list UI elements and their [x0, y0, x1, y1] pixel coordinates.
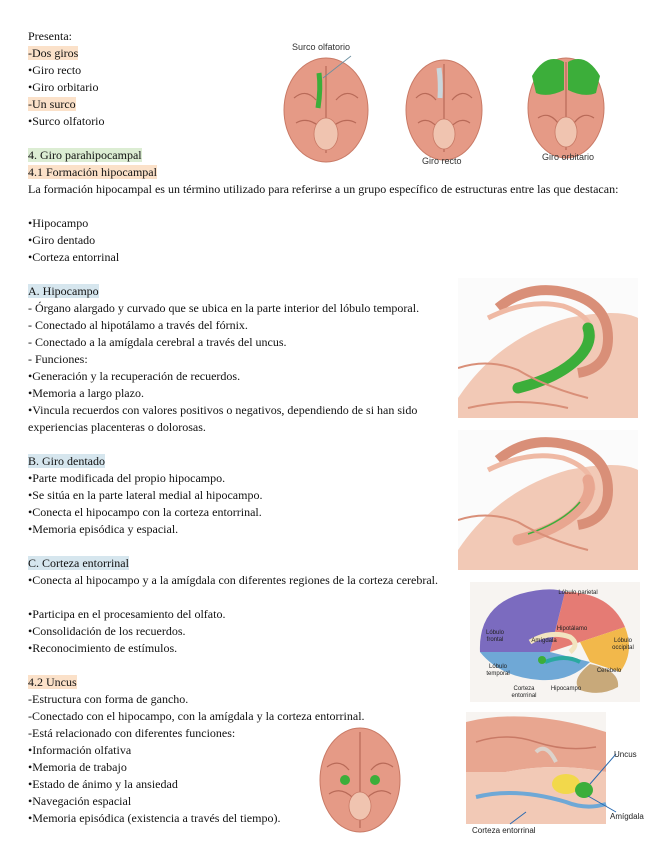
dos-giros-heading: -Dos giros [28, 46, 79, 60]
uncus-brain-figure [315, 722, 405, 838]
uncus-line: •Memoria de trabajo [28, 760, 127, 774]
brain-view-recto [406, 60, 482, 160]
hipocampo-line: - Funciones: [28, 352, 88, 366]
hipocampo-line: experiencias placenteras o dolorosas. [28, 420, 206, 434]
label-cerebelo: Cerebelo [596, 668, 622, 674]
uncus-line: •Navegación espacial [28, 794, 132, 808]
item-corteza: •Corteza entorrinal [28, 250, 120, 264]
hipocampo-line: - Órgano alargado y curvado que se ubica en la parte interior del lóbulo temporal. [28, 301, 420, 315]
uncus-line: -Conectado con el hipocampo, con la amígdala y la corteza entorrinal. [28, 709, 365, 723]
caption-giro-recto: Giro recto [422, 156, 462, 166]
corteza-line: •Participa en el procesamiento del olfato. [28, 607, 226, 621]
label-lobulo-temporal: Lóbulo temporal [486, 664, 510, 677]
section4-title: 4. Giro parahipocampal [28, 148, 142, 162]
hipocampo-title: A. Hipocampo [28, 284, 99, 298]
hipocampo-line: - Conectado a la amígdala cerebral a través del uncus. [28, 335, 287, 349]
corteza-line: •Reconocimiento de estímulos. [28, 641, 178, 655]
presenta-label: Presenta: [28, 29, 72, 43]
hipocampo-line: - Conectado al hipotálamo a través del fórnix. [28, 318, 248, 332]
hipocampo-figure [458, 278, 638, 418]
hipocampo-line: •Memoria a largo plazo. [28, 386, 144, 400]
hipocampo-line: •Generación y la recuperación de recuerdos. [28, 369, 241, 383]
corteza-entorrinal-figure [470, 582, 640, 702]
label-lobulo-parietal: Lóbulo parietal [558, 590, 598, 596]
brain-inferior-figure [276, 38, 616, 168]
uncus-line: -Está relacionado con diferentes funciones: [28, 726, 236, 740]
giro-recto-item: •Giro recto [28, 63, 82, 77]
corteza-title: C. Corteza entorrinal [28, 556, 129, 570]
giro-dentado-line: •Conecta el hipocampo con la corteza entorrinal. [28, 505, 262, 519]
brain-view-orbitario [528, 58, 604, 158]
uncus-line: -Estructura con forma de gancho. [28, 692, 189, 706]
brain-view-surco [284, 56, 368, 162]
label-lobulo-occipital: Lóbulo occipital [612, 638, 634, 651]
giro-dentado-line: •Memoria episódica y espacial. [28, 522, 179, 536]
caption-giro-orbitario: Giro orbitario [542, 152, 595, 162]
uncus-line: •Información olfativa [28, 743, 132, 757]
giro-orbitario-item: •Giro orbitario [28, 80, 99, 94]
uncus-sagittal-figure [466, 712, 650, 840]
surco-olfatorio-item: •Surco olfatorio [28, 114, 105, 128]
label-amigdala: Amígdala [531, 638, 557, 644]
caption-surco-olfatorio: Surco olfatorio [292, 42, 351, 52]
corteza-first-line: •Conecta al hipocampo y a la amígdala con diferentes regiones de la corteza cerebral. [28, 573, 439, 587]
section41-title: 4.1 Formación hipocampal [28, 165, 157, 179]
uncus-line: •Estado de ánimo y la ansiedad [28, 777, 178, 791]
label-lobulo-frontal: Lóbulo frontal [485, 630, 505, 643]
label-amigdala-uncus: Amígdala [610, 812, 644, 821]
item-giro-dentado: •Giro dentado [28, 233, 96, 247]
label-corteza-entorrinal: Corteza entorrinal [511, 686, 537, 699]
label-hipotalamo: Hipotálamo [556, 626, 588, 632]
section4-paragraph: La formación hipocampal es un término utilizado para referirse a un grupo específico de estructuras entre las que destacan: [28, 182, 619, 196]
corteza-line: •Consolidación de los recuerdos. [28, 624, 186, 638]
item-hipocampo: •Hipocampo [28, 216, 89, 230]
un-surco-heading: -Un surco [28, 97, 76, 111]
uncus-line: •Memoria episódica (existencia a través del tiempo). [28, 811, 281, 825]
giro-dentado-line: •Se sitúa en la parte lateral medial al hipocampo. [28, 488, 263, 502]
label-corteza-entorrinal-uncus: Corteza entorrinal [472, 826, 536, 835]
giro-dentado-line: •Parte modificada del propio hipocampo. [28, 471, 226, 485]
hipocampo-line: •Vincula recuerdos con valores positivos o negativos, dependiendo de si han sido [28, 403, 418, 417]
label-hipocampo: Hipocampo [550, 686, 582, 692]
uncus-title: 4.2 Uncus [28, 675, 77, 689]
giro-dentado-title: B. Giro dentado [28, 454, 105, 468]
label-uncus: Uncus [614, 750, 637, 759]
giro-dentado-figure [458, 430, 638, 570]
